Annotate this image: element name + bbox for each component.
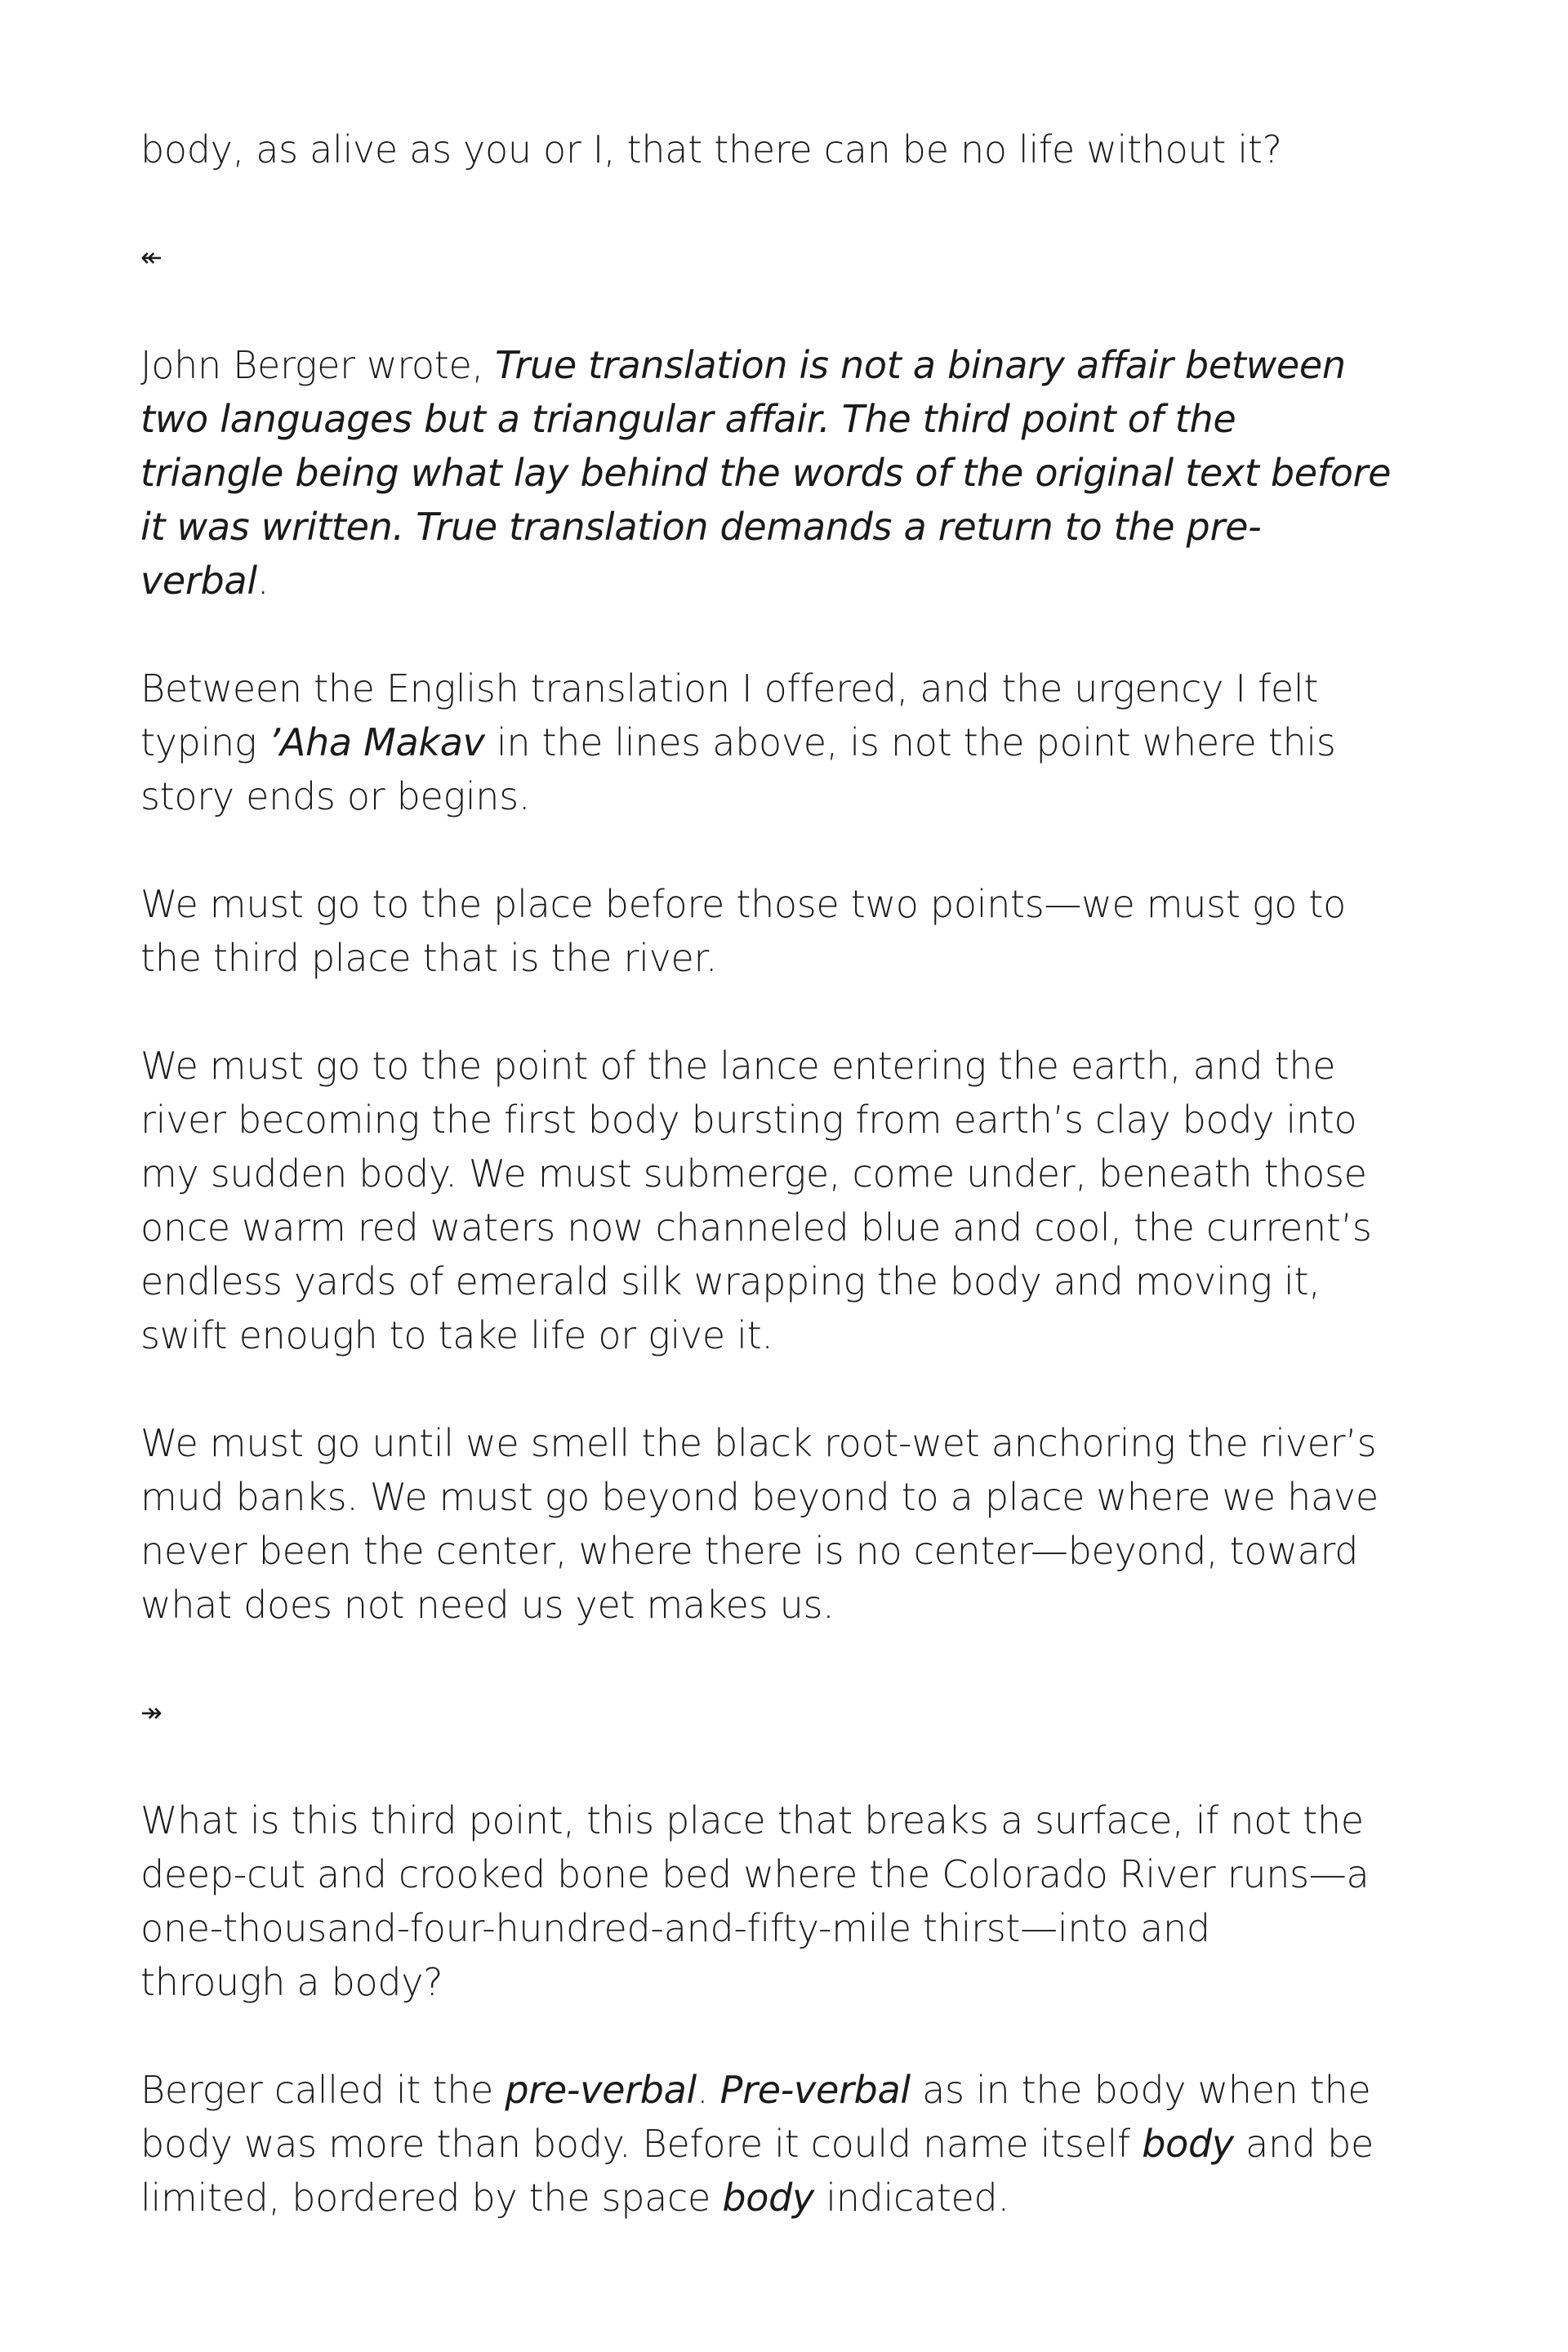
section-ornament-icon: ↞ — [140, 242, 163, 273]
text-line — [140, 2171, 1382, 2225]
text-line — [140, 769, 1382, 823]
paragraph — [140, 662, 1382, 823]
paragraph — [140, 1793, 1382, 2009]
text-line — [140, 392, 1382, 446]
text-run: limited, bordered by the space — [140, 2176, 723, 2220]
text-line — [140, 877, 1382, 931]
text-line — [140, 662, 1382, 715]
text-run: mud banks. We must go beyond beyond to a place where we have — [140, 1475, 1379, 1519]
text-line — [140, 338, 1382, 392]
text-run: endless yards of emerald silk wrapping the body and moving it, — [140, 1259, 1321, 1303]
text-line — [140, 1147, 1382, 1200]
italic-text: two languages but a triangular affair. The third point of the — [140, 397, 1236, 441]
text-run: and be — [1233, 2122, 1374, 2166]
text-line — [140, 1308, 1382, 1362]
document-page — [140, 122, 1392, 2278]
text-run: body, as alive as you or I, that there can be no life without it? — [140, 127, 1282, 172]
text-run: in the lines above, is not the point where this — [484, 720, 1336, 764]
text-line — [140, 122, 1382, 176]
text-run: Berger called it the — [140, 2068, 506, 2112]
text-run: deep-cut and crooked bone bed where the Colorado River runs—a — [140, 1852, 1370, 1896]
text-line — [140, 715, 1382, 769]
text-run: one-thousand-four-hundred-and-fifty-mile thirst—into and — [140, 1906, 1210, 1950]
text-line — [140, 1578, 1382, 1632]
text-line — [140, 1416, 1382, 1470]
text-line — [140, 554, 1382, 608]
text-line — [140, 1039, 1382, 1093]
paragraph — [140, 122, 1382, 176]
text-line — [140, 1524, 1382, 1578]
italic-text: True translation is not a binary affair between — [495, 343, 1346, 387]
italic-text: triangle being what lay behind the words of the original text before — [140, 451, 1392, 495]
text-line — [140, 931, 1382, 985]
text-line — [140, 500, 1382, 554]
text-run: never been the center, where there is no center—beyond, toward — [140, 1529, 1359, 1573]
text-line — [140, 1200, 1382, 1254]
text-line — [140, 1847, 1382, 1901]
text-line — [140, 2117, 1382, 2171]
text-run: what does not need us yet makes us. — [140, 1583, 835, 1627]
paragraph — [140, 1039, 1382, 1362]
text-line — [140, 2063, 1382, 2117]
italic-text: verbal — [140, 559, 257, 603]
text-run: typing — [140, 720, 269, 764]
text-line — [140, 1093, 1382, 1147]
text-run: the third place that is the river. — [140, 936, 718, 980]
text-line — [140, 446, 1392, 500]
text-run: . — [256, 559, 270, 603]
text-run: river becoming the first body bursting from earth’s clay body into — [140, 1098, 1357, 1142]
text-run: . — [697, 2068, 720, 2112]
paragraph — [140, 2063, 1382, 2225]
text-line — [140, 1254, 1382, 1308]
italic-text: body — [1142, 2122, 1234, 2166]
text-run: indicated. — [813, 2176, 1009, 2220]
text-line — [140, 1470, 1382, 1524]
text-line — [140, 1955, 1382, 2009]
text-run: We must go until we smell the black root-wet anchoring the river’s — [140, 1421, 1377, 1465]
section-ornament-icon: ↠ — [140, 1697, 163, 1728]
text-run: my sudden body. We must submerge, come under, beneath those — [140, 1152, 1367, 1196]
italic-text: body — [722, 2176, 814, 2220]
text-run: We must go to the place before those two points—we must go to — [140, 882, 1346, 926]
text-run: as in the body when the — [910, 2068, 1371, 2112]
paragraph — [140, 338, 1392, 608]
text-run: body was more than body. Before it could name itself — [140, 2122, 1143, 2166]
text-run: swift enough to take life or give it. — [140, 1313, 773, 1357]
text-run: What is this third point, this place that breaks a surface, if not the — [140, 1798, 1364, 1842]
text-run: We must go to the point of the lance entering the earth, and the — [140, 1044, 1336, 1088]
italic-text: ’Aha Makav — [268, 720, 485, 764]
text-run: through a body? — [140, 1960, 443, 2004]
text-line — [140, 1793, 1382, 1847]
paragraph — [140, 877, 1382, 985]
text-run: once warm red waters now channeled blue and cool, the current’s — [140, 1205, 1372, 1250]
text-run: John Berger wrote, — [140, 343, 496, 387]
italic-text: pre-verbal — [505, 2068, 697, 2112]
italic-text: Pre-verbal — [719, 2068, 911, 2112]
text-run: story ends or begins. — [140, 774, 531, 818]
text-line — [140, 1901, 1382, 1955]
italic-text: it was written. True translation demands a return to the pre- — [140, 505, 1262, 549]
paragraph — [140, 1416, 1382, 1632]
text-run: Between the English translation I offered, and the urgency I felt — [140, 666, 1319, 710]
